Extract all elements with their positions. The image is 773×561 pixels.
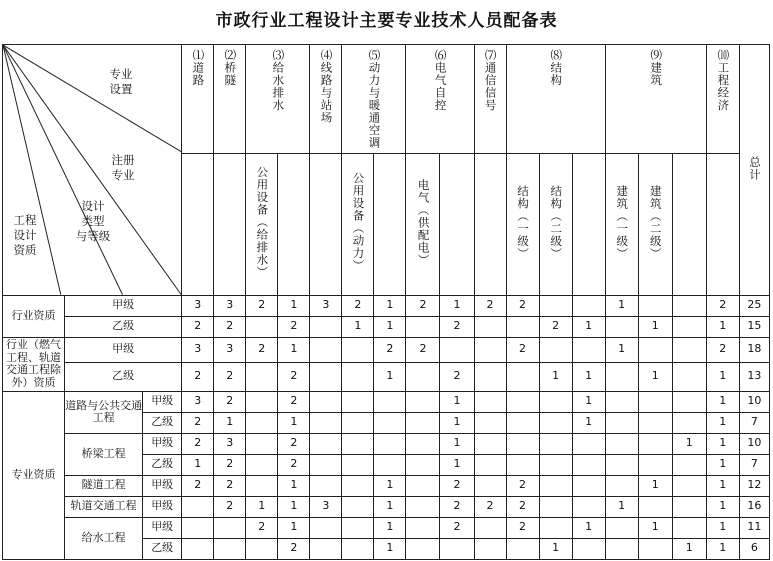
value-cell: 2 bbox=[474, 496, 506, 517]
subgroup-label: 隧道工程 bbox=[65, 475, 143, 496]
specialty-8: ⑻结构 bbox=[506, 45, 605, 154]
value-cell: 3 bbox=[214, 433, 246, 454]
value-cell: 2 bbox=[278, 538, 310, 559]
table-row bbox=[3, 517, 770, 538]
value-cell bbox=[474, 337, 506, 362]
specialty-4: ⑷线路与站场 bbox=[310, 45, 342, 154]
value-cell bbox=[342, 517, 374, 538]
value-cell bbox=[672, 362, 706, 391]
value-cell: 3 bbox=[182, 391, 214, 412]
value-cell: 2 bbox=[706, 337, 739, 362]
value-cell: 1 bbox=[374, 517, 406, 538]
value-cell: 1 bbox=[246, 496, 278, 517]
value-cell bbox=[638, 496, 672, 517]
reg-power: 公用设备（动力） bbox=[342, 153, 374, 295]
value-cell bbox=[638, 337, 672, 362]
reg-water: 公用设备（给排水） bbox=[246, 153, 278, 295]
value-cell: 1 bbox=[440, 454, 474, 475]
value-cell bbox=[474, 362, 506, 391]
value-cell bbox=[474, 475, 506, 496]
total-cell: 15 bbox=[739, 316, 769, 337]
reg-struct2: 结构（二级） bbox=[539, 153, 572, 295]
value-cell bbox=[342, 433, 374, 454]
specialty-3: ⑶给水排水 bbox=[246, 45, 310, 154]
value-cell bbox=[374, 391, 406, 412]
value-cell bbox=[310, 517, 342, 538]
value-cell bbox=[182, 496, 214, 517]
value-cell: 2 bbox=[246, 337, 278, 362]
value-cell: 1 bbox=[278, 475, 310, 496]
value-cell bbox=[182, 538, 214, 559]
value-cell bbox=[440, 538, 474, 559]
value-cell: 2 bbox=[440, 475, 474, 496]
value-cell: 2 bbox=[246, 517, 278, 538]
value-cell: 2 bbox=[506, 496, 539, 517]
value-cell bbox=[572, 496, 605, 517]
value-cell: 3 bbox=[182, 295, 214, 316]
total-cell: 11 bbox=[739, 517, 769, 538]
value-cell: 2 bbox=[706, 295, 739, 316]
value-cell bbox=[342, 496, 374, 517]
value-cell bbox=[246, 454, 278, 475]
value-cell bbox=[506, 433, 539, 454]
value-cell bbox=[246, 433, 278, 454]
reg-arch1: 建筑（一级） bbox=[605, 153, 638, 295]
value-cell bbox=[406, 391, 440, 412]
value-cell bbox=[539, 517, 572, 538]
value-cell: 2 bbox=[374, 337, 406, 362]
value-cell: 1 bbox=[706, 475, 739, 496]
value-cell bbox=[182, 517, 214, 538]
value-cell: 2 bbox=[214, 475, 246, 496]
value-cell bbox=[672, 391, 706, 412]
value-cell bbox=[572, 433, 605, 454]
value-cell: 1 bbox=[706, 433, 739, 454]
grade-label: 甲级 bbox=[143, 517, 182, 538]
value-cell: 2 bbox=[246, 295, 278, 316]
group-label: 行业资质 bbox=[3, 295, 65, 337]
value-cell: 1 bbox=[672, 433, 706, 454]
value-cell bbox=[310, 538, 342, 559]
value-cell bbox=[474, 433, 506, 454]
reg-struct1: 结构（一级） bbox=[506, 153, 539, 295]
total-cell: 25 bbox=[739, 295, 769, 316]
value-cell bbox=[638, 454, 672, 475]
total-cell: 13 bbox=[739, 362, 769, 391]
value-cell: 1 bbox=[440, 295, 474, 316]
value-cell bbox=[638, 538, 672, 559]
value-cell: 1 bbox=[572, 316, 605, 337]
value-cell: 1 bbox=[638, 316, 672, 337]
total-header: 总计 bbox=[739, 45, 769, 296]
value-cell: 2 bbox=[440, 362, 474, 391]
total-cell: 6 bbox=[739, 538, 769, 559]
value-cell bbox=[246, 316, 278, 337]
value-cell: 1 bbox=[278, 337, 310, 362]
value-cell bbox=[246, 412, 278, 433]
table-row bbox=[3, 362, 770, 391]
qualification-label: 工程 设计 资质 bbox=[13, 213, 37, 257]
value-cell bbox=[605, 517, 638, 538]
value-cell bbox=[572, 538, 605, 559]
value-cell bbox=[310, 454, 342, 475]
reg-elec: 电气（供配电） bbox=[406, 153, 440, 295]
specialty-6: ⑹电气自控 bbox=[406, 45, 474, 154]
value-cell bbox=[506, 362, 539, 391]
value-cell bbox=[672, 454, 706, 475]
value-cell: 3 bbox=[310, 496, 342, 517]
value-cell bbox=[539, 337, 572, 362]
value-cell bbox=[406, 475, 440, 496]
value-cell: 2 bbox=[278, 316, 310, 337]
subgroup-label: 桥梁工程 bbox=[65, 433, 143, 475]
value-cell bbox=[374, 454, 406, 475]
value-cell: 2 bbox=[506, 295, 539, 316]
specialty-2: ⑵桥隧 bbox=[214, 45, 246, 154]
value-cell: 1 bbox=[374, 538, 406, 559]
value-cell bbox=[474, 454, 506, 475]
value-cell bbox=[605, 454, 638, 475]
value-cell bbox=[474, 517, 506, 538]
value-cell: 1 bbox=[539, 362, 572, 391]
value-cell: 1 bbox=[374, 362, 406, 391]
table-row bbox=[3, 316, 770, 337]
value-cell: 2 bbox=[182, 316, 214, 337]
value-cell bbox=[572, 337, 605, 362]
grade-label: 甲级 bbox=[143, 391, 182, 412]
value-cell bbox=[440, 337, 474, 362]
group-label: 行业（燃气工程、轨道交通工程除外）资质 bbox=[3, 337, 65, 391]
value-cell bbox=[310, 412, 342, 433]
value-cell: 1 bbox=[214, 412, 246, 433]
group-label: 专业资质 bbox=[3, 391, 65, 559]
value-cell bbox=[539, 412, 572, 433]
subgroup-label: 给水工程 bbox=[65, 517, 143, 559]
total-cell: 10 bbox=[739, 391, 769, 412]
value-cell: 1 bbox=[278, 496, 310, 517]
page-title: 市政行业工程设计主要专业技术人员配备表 bbox=[215, 11, 558, 31]
value-cell bbox=[539, 454, 572, 475]
staffing-table bbox=[2, 44, 770, 560]
table-row bbox=[3, 391, 770, 412]
value-cell: 1 bbox=[440, 412, 474, 433]
value-cell: 2 bbox=[342, 295, 374, 316]
value-cell bbox=[246, 538, 278, 559]
specialty-7: ⑺通信信号 bbox=[474, 45, 506, 154]
value-cell bbox=[672, 496, 706, 517]
total-cell: 16 bbox=[739, 496, 769, 517]
value-cell bbox=[539, 433, 572, 454]
value-cell bbox=[406, 433, 440, 454]
value-cell: 1 bbox=[342, 316, 374, 337]
table-row bbox=[3, 433, 770, 454]
value-cell: 1 bbox=[706, 496, 739, 517]
value-cell bbox=[310, 475, 342, 496]
value-cell: 1 bbox=[572, 391, 605, 412]
total-cell: 18 bbox=[739, 337, 769, 362]
value-cell bbox=[672, 412, 706, 433]
value-cell: 1 bbox=[605, 337, 638, 362]
grade-label: 乙级 bbox=[65, 362, 182, 391]
value-cell bbox=[310, 391, 342, 412]
value-cell bbox=[406, 538, 440, 559]
value-cell: 1 bbox=[638, 517, 672, 538]
value-cell bbox=[342, 337, 374, 362]
value-cell bbox=[474, 316, 506, 337]
value-cell: 1 bbox=[374, 295, 406, 316]
value-cell bbox=[214, 517, 246, 538]
value-cell: 1 bbox=[374, 496, 406, 517]
value-cell bbox=[572, 295, 605, 316]
table-row bbox=[3, 496, 770, 517]
subgroup-label: 道路与公共交通工程 bbox=[65, 391, 143, 433]
value-cell bbox=[605, 475, 638, 496]
value-cell: 2 bbox=[440, 517, 474, 538]
grade-label: 乙级 bbox=[65, 316, 182, 337]
value-cell bbox=[474, 538, 506, 559]
value-cell bbox=[474, 412, 506, 433]
value-cell: 3 bbox=[310, 295, 342, 316]
value-cell bbox=[672, 316, 706, 337]
value-cell bbox=[406, 517, 440, 538]
value-cell: 2 bbox=[474, 295, 506, 316]
value-cell: 3 bbox=[182, 337, 214, 362]
value-cell bbox=[605, 391, 638, 412]
value-cell bbox=[342, 538, 374, 559]
value-cell bbox=[638, 412, 672, 433]
specialty-5: ⑸动力与暖通空调 bbox=[342, 45, 406, 154]
table-row bbox=[3, 295, 770, 316]
value-cell: 1 bbox=[706, 412, 739, 433]
value-cell bbox=[605, 412, 638, 433]
subgroup-label: 轨道交通工程 bbox=[65, 496, 143, 517]
value-cell bbox=[638, 295, 672, 316]
value-cell bbox=[406, 412, 440, 433]
value-cell bbox=[672, 295, 706, 316]
value-cell bbox=[605, 433, 638, 454]
value-cell bbox=[672, 337, 706, 362]
value-cell bbox=[246, 391, 278, 412]
value-cell bbox=[310, 337, 342, 362]
value-cell bbox=[506, 316, 539, 337]
value-cell: 2 bbox=[182, 475, 214, 496]
value-cell bbox=[310, 433, 342, 454]
value-cell: 1 bbox=[374, 316, 406, 337]
value-cell: 1 bbox=[374, 475, 406, 496]
value-cell: 1 bbox=[706, 391, 739, 412]
value-cell: 2 bbox=[278, 454, 310, 475]
value-cell bbox=[246, 475, 278, 496]
value-cell bbox=[605, 362, 638, 391]
value-cell bbox=[342, 412, 374, 433]
value-cell bbox=[406, 362, 440, 391]
value-cell: 1 bbox=[278, 412, 310, 433]
value-cell: 1 bbox=[706, 538, 739, 559]
value-cell bbox=[539, 475, 572, 496]
value-cell bbox=[638, 433, 672, 454]
value-cell bbox=[406, 496, 440, 517]
value-cell: 3 bbox=[214, 337, 246, 362]
value-cell bbox=[506, 454, 539, 475]
value-cell bbox=[539, 391, 572, 412]
design-type-label: 设计 类型 与等级 bbox=[75, 199, 111, 243]
value-cell: 2 bbox=[539, 316, 572, 337]
value-cell: 2 bbox=[506, 517, 539, 538]
value-cell: 2 bbox=[182, 433, 214, 454]
value-cell: 2 bbox=[406, 337, 440, 362]
value-cell: 2 bbox=[214, 362, 246, 391]
value-cell: 1 bbox=[638, 475, 672, 496]
value-cell: 2 bbox=[214, 316, 246, 337]
value-cell: 1 bbox=[605, 295, 638, 316]
header-corner bbox=[3, 45, 182, 296]
specialty-9: ⑼建筑 bbox=[605, 45, 706, 154]
value-cell: 2 bbox=[506, 337, 539, 362]
value-cell: 3 bbox=[214, 295, 246, 316]
value-cell bbox=[246, 362, 278, 391]
value-cell: 1 bbox=[572, 412, 605, 433]
value-cell bbox=[374, 412, 406, 433]
value-cell: 1 bbox=[672, 538, 706, 559]
value-cell bbox=[506, 412, 539, 433]
value-cell: 2 bbox=[182, 412, 214, 433]
specialty-10: ⑽工程经济 bbox=[706, 45, 739, 154]
value-cell: 1 bbox=[706, 517, 739, 538]
value-cell: 2 bbox=[278, 362, 310, 391]
grade-label: 甲级 bbox=[143, 475, 182, 496]
grade-label: 乙级 bbox=[143, 412, 182, 433]
value-cell bbox=[406, 454, 440, 475]
value-cell: 1 bbox=[539, 538, 572, 559]
total-cell: 10 bbox=[739, 433, 769, 454]
value-cell bbox=[342, 391, 374, 412]
value-cell bbox=[310, 316, 342, 337]
value-cell bbox=[310, 362, 342, 391]
value-cell bbox=[214, 538, 246, 559]
registered-specialty-label: 注册 专业 bbox=[111, 153, 135, 182]
value-cell bbox=[539, 295, 572, 316]
grade-label: 甲级 bbox=[143, 433, 182, 454]
reg-arch2: 建筑（二级） bbox=[638, 153, 672, 295]
total-cell: 7 bbox=[739, 454, 769, 475]
value-cell: 2 bbox=[440, 316, 474, 337]
value-cell: 2 bbox=[214, 391, 246, 412]
value-cell bbox=[474, 391, 506, 412]
value-cell: 1 bbox=[638, 362, 672, 391]
value-cell: 1 bbox=[706, 316, 739, 337]
value-cell: 1 bbox=[440, 433, 474, 454]
value-cell bbox=[506, 391, 539, 412]
value-cell: 1 bbox=[572, 517, 605, 538]
specialty-header-row bbox=[3, 45, 770, 154]
value-cell bbox=[374, 433, 406, 454]
value-cell bbox=[605, 316, 638, 337]
grade-label: 甲级 bbox=[65, 337, 182, 362]
value-cell bbox=[672, 517, 706, 538]
value-cell: 2 bbox=[182, 362, 214, 391]
value-cell: 1 bbox=[706, 362, 739, 391]
grade-label: 乙级 bbox=[143, 538, 182, 559]
table-row bbox=[3, 337, 770, 362]
value-cell: 1 bbox=[572, 362, 605, 391]
specialty-1: ⑴道路 bbox=[182, 45, 214, 154]
value-cell: 2 bbox=[278, 391, 310, 412]
value-cell bbox=[406, 316, 440, 337]
value-cell bbox=[506, 538, 539, 559]
value-cell bbox=[572, 454, 605, 475]
value-cell: 1 bbox=[278, 517, 310, 538]
value-cell bbox=[342, 454, 374, 475]
value-cell: 2 bbox=[440, 496, 474, 517]
value-cell bbox=[672, 475, 706, 496]
specialty-setup-label: 专业 设置 bbox=[109, 67, 133, 96]
table-row bbox=[3, 475, 770, 496]
value-cell: 1 bbox=[605, 496, 638, 517]
grade-label: 甲级 bbox=[143, 496, 182, 517]
value-cell bbox=[539, 496, 572, 517]
value-cell bbox=[638, 391, 672, 412]
value-cell: 2 bbox=[214, 496, 246, 517]
value-cell: 1 bbox=[182, 454, 214, 475]
value-cell: 2 bbox=[406, 295, 440, 316]
value-cell: 2 bbox=[214, 454, 246, 475]
grade-label: 乙级 bbox=[143, 454, 182, 475]
value-cell: 1 bbox=[278, 295, 310, 316]
grade-label: 甲级 bbox=[65, 295, 182, 316]
value-cell: 1 bbox=[440, 391, 474, 412]
total-cell: 7 bbox=[739, 412, 769, 433]
value-cell: 2 bbox=[278, 433, 310, 454]
total-cell: 12 bbox=[739, 475, 769, 496]
value-cell: 2 bbox=[506, 475, 539, 496]
value-cell bbox=[342, 362, 374, 391]
value-cell: 1 bbox=[706, 454, 739, 475]
value-cell bbox=[605, 538, 638, 559]
value-cell bbox=[572, 475, 605, 496]
value-cell bbox=[342, 475, 374, 496]
